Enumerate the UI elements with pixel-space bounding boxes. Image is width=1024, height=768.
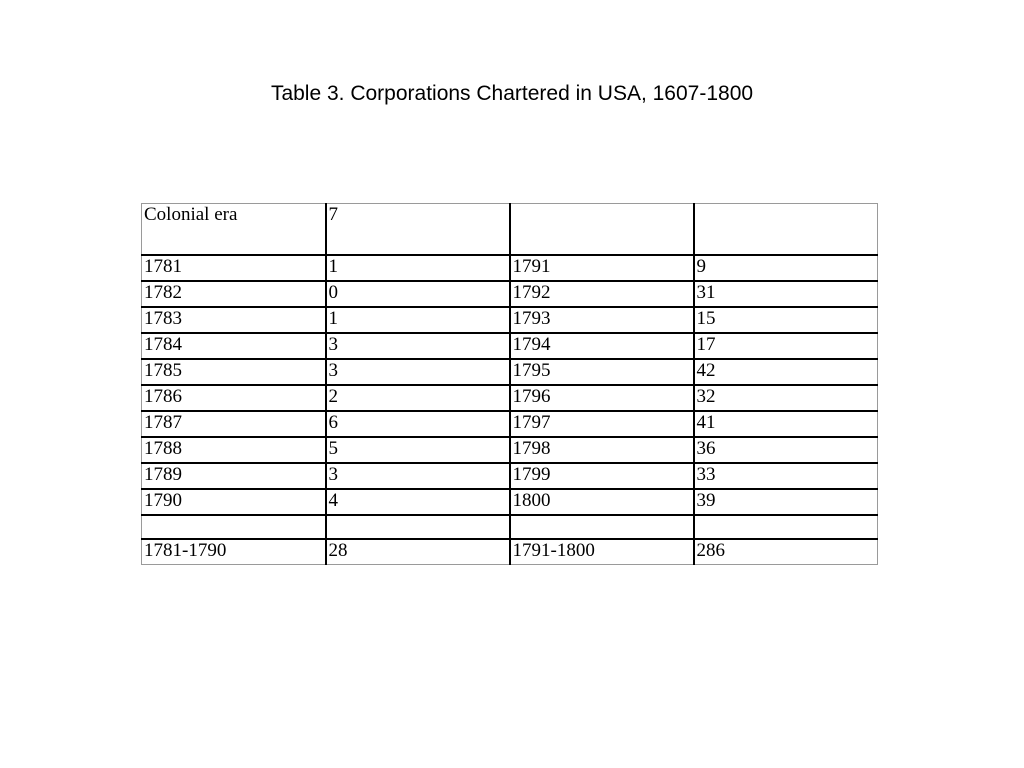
table-cell: 15	[694, 307, 878, 333]
table-cell: 1793	[510, 307, 694, 333]
page-title: Table 3. Corporations Chartered in USA, 1607-1800	[270, 82, 754, 105]
table-row	[142, 307, 878, 333]
table-cell: 2	[326, 385, 510, 411]
table-cell: 1799	[510, 463, 694, 489]
table-cell: 1792	[510, 281, 694, 307]
table-cell: 1787	[142, 411, 326, 437]
table-row	[142, 515, 878, 539]
table-cell: 6	[326, 411, 510, 437]
table-cell: 1790	[142, 489, 326, 515]
table-cell: 3	[326, 333, 510, 359]
table-cell: 0	[326, 281, 510, 307]
table-row	[142, 411, 878, 437]
table-cell: 1	[326, 255, 510, 281]
table-cell: 1781-1790	[142, 539, 326, 565]
table-cell: 1781	[142, 255, 326, 281]
table-cell: 1794	[510, 333, 694, 359]
corporations-table	[141, 203, 878, 565]
table-cell	[326, 515, 510, 539]
table-cell: 1789	[142, 463, 326, 489]
table-cell: 7	[326, 204, 510, 256]
table-cell: 33	[694, 463, 878, 489]
table-cell: 41	[694, 411, 878, 437]
table-cell: 1	[326, 307, 510, 333]
table-cell: 32	[694, 385, 878, 411]
table-cell: 28	[326, 539, 510, 565]
table-row	[142, 359, 878, 385]
table-cell	[142, 515, 326, 539]
table-container	[141, 203, 878, 565]
table-cell: 286	[694, 539, 878, 565]
table-row	[142, 204, 878, 256]
table-row	[142, 489, 878, 515]
table-row	[142, 385, 878, 411]
table-row	[142, 255, 878, 281]
table-cell: 1798	[510, 437, 694, 463]
table-row	[142, 539, 878, 565]
table-cell: 1782	[142, 281, 326, 307]
table-cell	[694, 204, 878, 256]
table-row	[142, 333, 878, 359]
table-row	[142, 281, 878, 307]
table-cell: 42	[694, 359, 878, 385]
table-cell: 31	[694, 281, 878, 307]
table-row	[142, 463, 878, 489]
table-cell: 17	[694, 333, 878, 359]
table-cell: 1796	[510, 385, 694, 411]
table-row	[142, 437, 878, 463]
table-cell: 1783	[142, 307, 326, 333]
table-cell	[510, 204, 694, 256]
table-cell: 1788	[142, 437, 326, 463]
table-cell: 1800	[510, 489, 694, 515]
table-cell: 1791-1800	[510, 539, 694, 565]
table-cell: 9	[694, 255, 878, 281]
table-cell: 5	[326, 437, 510, 463]
table-cell: 3	[326, 359, 510, 385]
table-cell: 1785	[142, 359, 326, 385]
table-cell: 3	[326, 463, 510, 489]
table-cell: 1786	[142, 385, 326, 411]
table-cell: 1795	[510, 359, 694, 385]
table-cell: 4	[326, 489, 510, 515]
table-cell: 1784	[142, 333, 326, 359]
table-cell	[694, 515, 878, 539]
table-cell: 1797	[510, 411, 694, 437]
table-cell: Colonial era	[142, 204, 326, 256]
table-cell	[510, 515, 694, 539]
table-cell: 1791	[510, 255, 694, 281]
table-cell: 36	[694, 437, 878, 463]
table-cell: 39	[694, 489, 878, 515]
